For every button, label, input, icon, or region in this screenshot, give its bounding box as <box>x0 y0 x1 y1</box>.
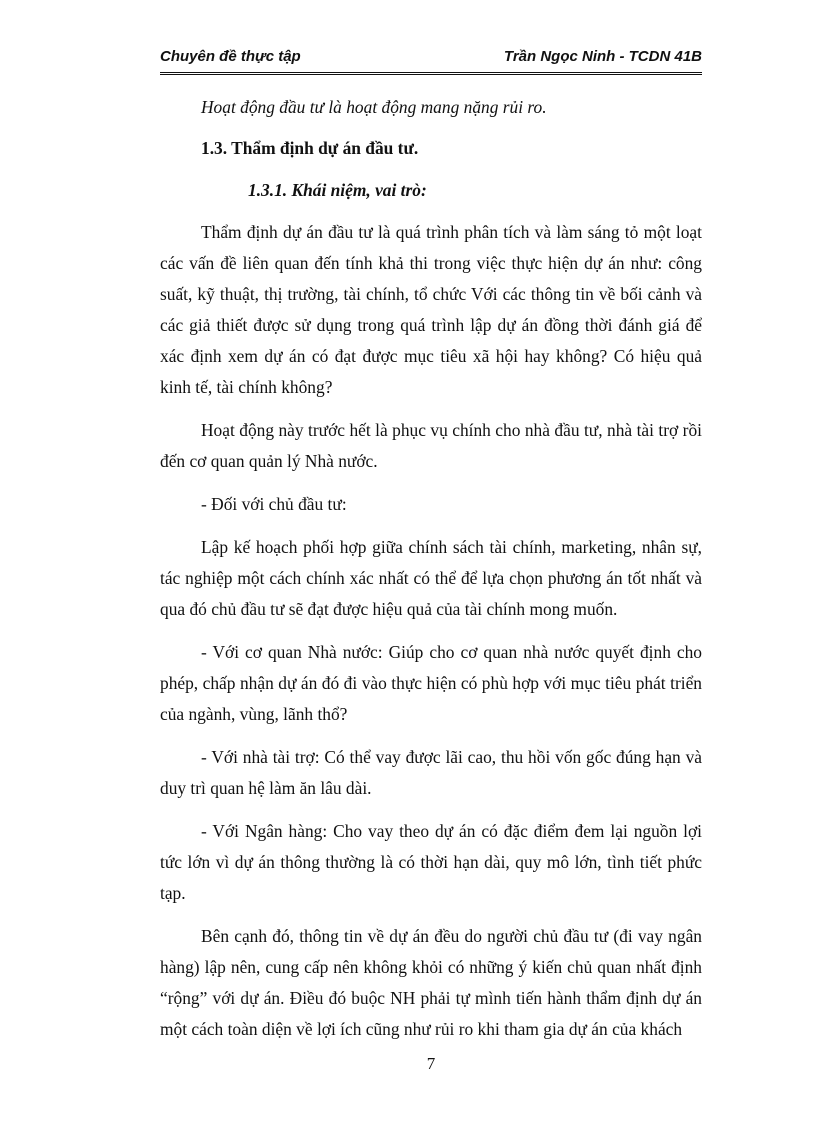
paragraph-purpose: Hoạt động này trước hết là phục vụ chính cho nhà đầu tư, nhà tài trợ rồi đến cơ quan quản lý Nhà nước. <box>160 420 702 471</box>
paragraph-investor-heading: - Đối với chủ đầu tư: <box>201 494 347 514</box>
page-body <box>160 92 702 1045</box>
paragraph-state-role: - Với cơ quan Nhà nước: Giúp cho cơ quan nhà nước quyết định cho phép, chấp nhận dự án đó đi vào thực hiện có phù hợp với mục tiêu phát triển của ngành, vùng, lãnh thổ? <box>160 642 702 724</box>
paragraph-sponsor-role: - Với nhà tài trợ: Có thể vay được lãi cao, thu hồi vốn gốc đúng hạn và duy trì quan hệ làm ăn lâu dài. <box>160 747 702 798</box>
paragraph-bank-role: - Với Ngân hàng: Cho vay theo dự án có đặc điểm đem lại nguồn lợi tức lớn vì dự án thông thường là có thời hạn dài, quy mô lớn, tình tiết phức tạp. <box>160 821 702 903</box>
subsection-heading: 1.3.1. Khái niệm, vai trò: <box>248 180 427 200</box>
header-author: Trần Ngọc Ninh - TCDN 41B <box>503 48 702 65</box>
section-heading: 1.3. Thẩm định dự án đầu tư. <box>201 138 419 158</box>
paragraph-appraisal-need: Bên cạnh đó, thông tin về dự án đều do người chủ đầu tư (đi vay ngân hàng) lập nên, cung cấp nên không khỏi có những ý kiến chủ quan nhất định “rộng” với dự án. Điều đó buộc NH phải tự mình tiến hành thẩm định dự án một cách toàn diện về lợi ích cũng như rủi ro khi tham gia dự án của khách <box>160 926 702 1039</box>
header-document-type: Chuyên đề thực tập <box>160 48 301 65</box>
page-number: 7 <box>426 1054 436 1073</box>
paragraph-definition: Thẩm định dự án đầu tư là quá trình phân tích và làm sáng tỏ một loạt các vấn đề liên quan đến tính khả thi trong việc thực hiện dự án như: công suất, kỹ thuật, thị trường, tài chính, tổ chức Với các thông tin về bối cảnh và các giả thiết được sử dụng trong quá trình lập dự án đồng thời đánh giá để xác định xem dự án có đạt được mục tiêu xã hội hay không? Có hiệu quả kinh tế, tài chính không? <box>160 222 702 397</box>
intro-paragraph: Hoạt động đầu tư là hoạt động mang nặng rủi ro. <box>201 97 547 117</box>
running-header <box>160 48 702 75</box>
paragraph-investor-role: Lập kế hoạch phối hợp giữa chính sách tài chính, marketing, nhân sự, tác nghiệp một cách chính xác nhất có thể để lựa chọn phương án tốt nhất và qua đó chủ đầu tư sẽ đạt được hiệu quả của tài chính mong muốn. <box>160 537 702 619</box>
